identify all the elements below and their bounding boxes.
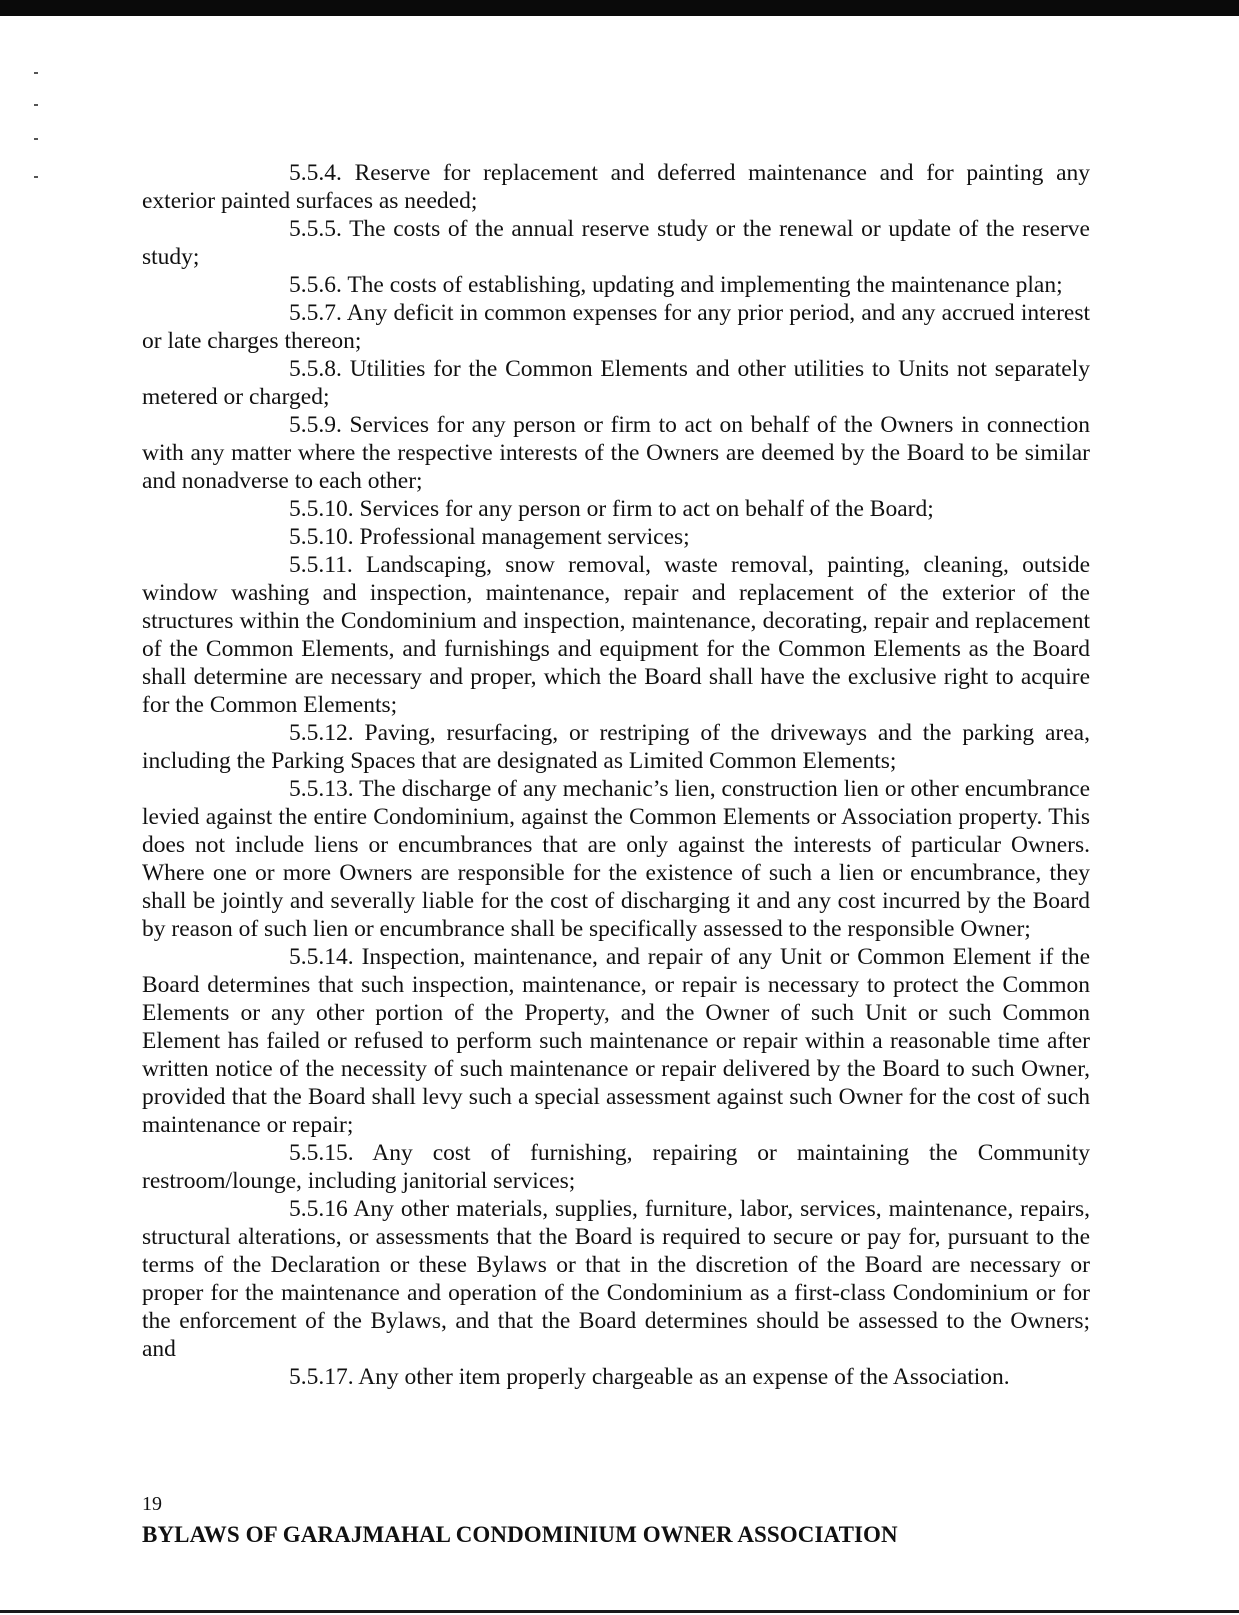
scan-top-border	[0, 0, 1239, 16]
document-title-footer: BYLAWS OF GARAJMAHAL CONDOMINIUM OWNER ASSOCIATION	[142, 1522, 898, 1547]
margin-mark	[34, 104, 38, 106]
clause-5-5-13: 5.5.13. The discharge of any mechanic’s lien, construction lien or other encumbrance levied against the entire Condominium, against the Common Elements or Association property. This does not include liens or encumbrances that are only against the interests of particular Owners. Where one or more Owners are responsible for the existence of such a lien or encumbrance, they shall be jointly and severally liable for the cost of discharging it and any cost incurred by the Board by reason of such lien or encumbrance shall be specifically assessed to the responsible Owner;	[142, 776, 1090, 942]
clause-5-5-7: 5.5.7. Any deficit in common expenses for any prior period, and any accrued interest or late charges thereon;	[142, 300, 1090, 354]
clause-5-5-10-management: 5.5.10. Professional management services;	[289, 524, 690, 550]
clause-5-5-14: 5.5.14. Inspection, maintenance, and repair of any Unit or Common Element if the Board determines that such inspection, maintenance, or repair is necessary to protect the Common Elements or any other portion of the Property, and the Owner of such Unit or such Common Element has failed or refused to perform such maintenance or repair within a reasonable time after written notice of the necessity of such maintenance or repair delivered by the Board to such Owner, provided that the Board shall levy such a special assessment against such Owner for the cost of such maintenance or repair;	[142, 944, 1090, 1138]
clause-5-5-15: 5.5.15. Any cost of furnishing, repairing or maintaining the Community restroom/lounge, including janitorial services;	[142, 1140, 1090, 1194]
clause-5-5-11: 5.5.11. Landscaping, snow removal, waste removal, painting, cleaning, outside window washing and inspection, maintenance, repair and replacement of the exterior of the structures within the Condominium and inspection, maintenance, decorating, repair and replacement of the Common Elements, and furnishings and equipment for the Common Elements as the Board shall determine are necessary and proper, which the Board shall have the exclusive right to acquire for the Common Elements;	[142, 552, 1090, 718]
margin-mark	[34, 72, 38, 74]
document-body	[142, 159, 1090, 1391]
clause-5-5-9: 5.5.9. Services for any person or firm to act on behalf of the Owners in connection with any matter where the respective interests of the Owners are deemed by the Board to be similar and nonadverse to each other;	[142, 412, 1090, 494]
clause-5-5-17: 5.5.17. Any other item properly chargeable as an expense of the Association.	[289, 1364, 1010, 1390]
clause-5-5-4: 5.5.4. Reserve for replacement and deferred maintenance and for painting any exterior painted surfaces as needed;	[142, 160, 1090, 214]
clause-5-5-10-board: 5.5.10. Services for any person or firm to act on behalf of the Board;	[289, 496, 934, 522]
clause-5-5-8: 5.5.8. Utilities for the Common Elements and other utilities to Units not separately metered or charged;	[142, 356, 1090, 410]
page-number: 19	[142, 1493, 162, 1515]
clause-5-5-12: 5.5.12. Paving, resurfacing, or restriping of the driveways and the parking area, including the Parking Spaces that are designated as Limited Common Elements;	[142, 720, 1090, 774]
clause-5-5-6: 5.5.6. The costs of establishing, updating and implementing the maintenance plan;	[289, 272, 1063, 298]
clause-5-5-5: 5.5.5. The costs of the annual reserve study or the renewal or update of the reserve study;	[142, 216, 1090, 270]
margin-mark	[34, 176, 38, 178]
clause-5-5-16: 5.5.16 Any other materials, supplies, furniture, labor, services, maintenance, repairs, structural alterations, or assessments that the Board is required to secure or pay for, pursuant to the terms of the Declaration or these Bylaws or that in the discretion of the Board are necessary or proper for the maintenance and operation of the Condominium as a first-class Condominium or for the enforcement of the Bylaws, and that the Board determines should be assessed to the Owners; and	[142, 1196, 1090, 1362]
margin-mark	[34, 138, 38, 140]
scan-bottom-border	[0, 1610, 1239, 1613]
